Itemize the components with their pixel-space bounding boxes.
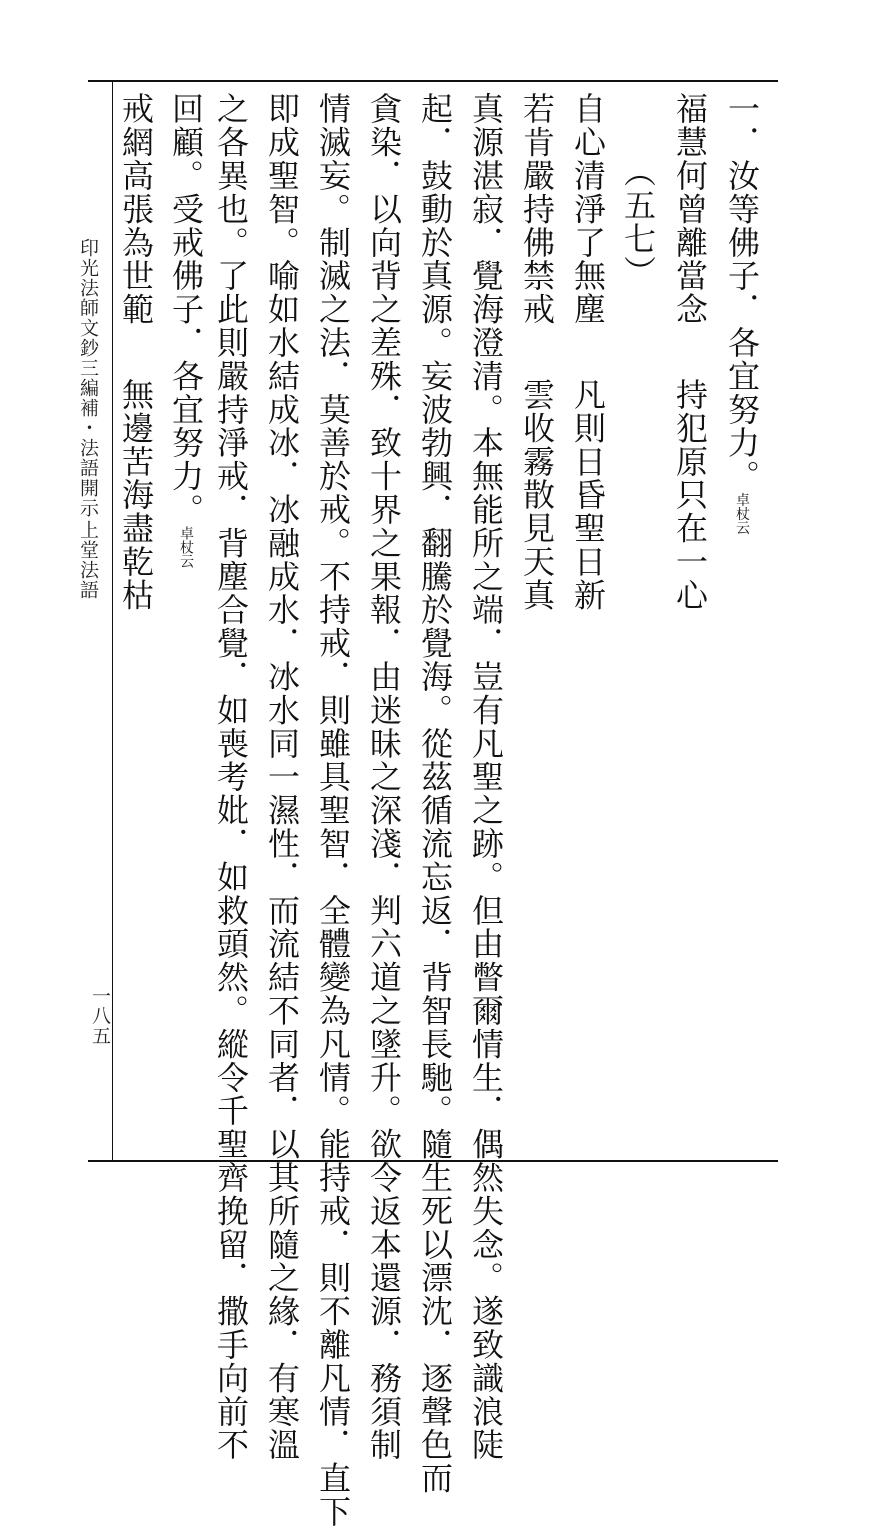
verse-1-note: 卓杖云 <box>734 492 750 535</box>
closing-line-2b: 無邊苦海盡乾枯 <box>117 377 155 612</box>
top-rule <box>88 80 778 82</box>
verse-1-couplet <box>671 92 709 612</box>
paragraph-column: 即成聖智。喻如水結成冰．冰融成水．冰水同一濕性．而流結不同者．以其所隨之緣．有寒溫 <box>263 92 301 1462</box>
page-number: 一八五 <box>89 986 111 1046</box>
verse-2a-line-1: 自心清淨了無塵 <box>569 92 607 326</box>
verse-2-line-b <box>518 92 556 612</box>
paragraph-column: 情滅妄。制滅之法．莫善於戒。不持戒．則雖具聖智．全體變為凡情。能持戒．則不離凡情．直下 <box>314 92 352 1528</box>
verse-1 <box>723 92 761 535</box>
couplet-line-1: 福慧何曾離當念 <box>671 92 709 326</box>
closing-note: 卓杖云 <box>178 526 194 569</box>
closing-line-2a: 戒網高張為世範 <box>117 92 155 326</box>
paragraph-column: 貪染．以向背之差殊．致十界之果報．由迷昧之深淺．判六道之墜升。欲令返本還源．務須制 <box>365 92 403 1462</box>
margin-rule <box>112 82 113 1160</box>
verse-2b-line-1: 若肯嚴持佛禁戒 <box>518 92 556 326</box>
closing-line-1 <box>167 92 205 569</box>
verse-2-line-a <box>569 92 607 612</box>
closing-line-2 <box>117 92 155 612</box>
section-title: 上堂法語 <box>77 520 99 600</box>
couplet-line-2: 持犯原只在一心 <box>671 377 709 612</box>
verse-2a-line-2: 凡則日昏聖日新 <box>569 377 607 612</box>
paragraph-column: 起．鼓動於真源。妄波勃興．翻騰於覺海。從茲循流忘返．背智長馳。隨生死以漂沈．逐聲色而 <box>416 92 454 1495</box>
paragraph-column: 真源湛寂．覺海澄清。本無能所之端．豈有凡聖之跡。但由瞥爾情生．偶然失念。遂致識浪陡 <box>467 92 505 1462</box>
paragraph-column: 之各異也。了此則嚴持淨戒．背塵合覺．如喪考妣．如救頭然。縱令千聖齊挽留．撒手向前不 <box>212 92 250 1462</box>
closing-text: 回顧。受戒佛子．各宜努力。 <box>167 92 205 527</box>
book-title: 印光法師文鈔三編補・法語開示 <box>77 238 99 518</box>
verse-2b-line-2: 雲收霧散見天真 <box>518 377 556 612</box>
section-number: （五七） <box>619 155 657 289</box>
verse-1-text: 一．汝等佛子．各宜努力。 <box>723 92 761 493</box>
